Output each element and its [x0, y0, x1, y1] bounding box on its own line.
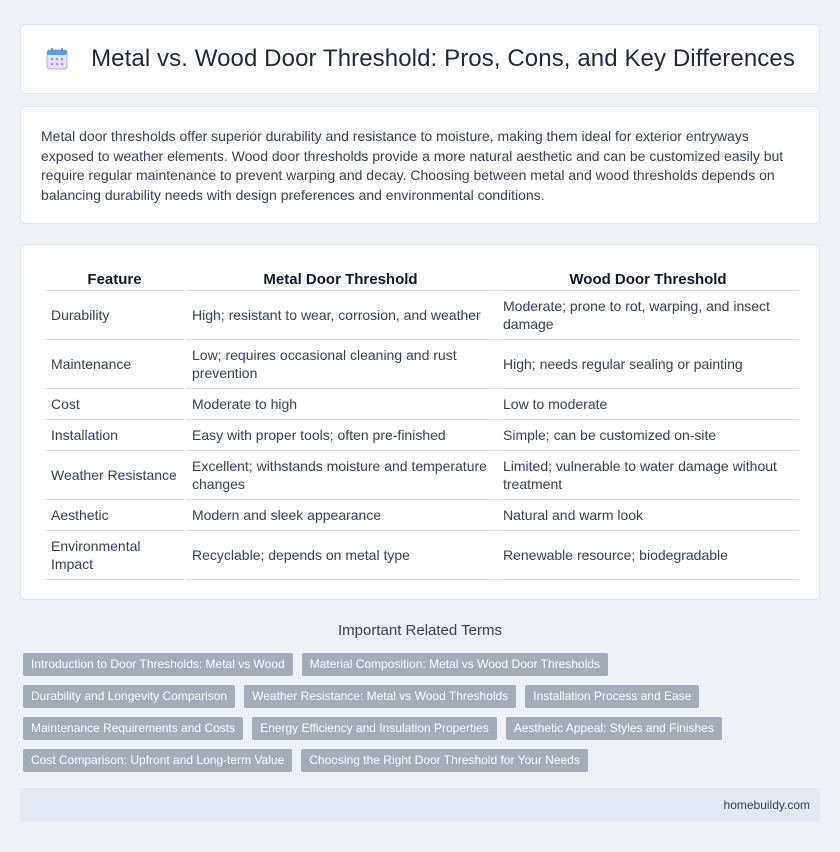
table-row [45, 531, 799, 580]
wood-cell: Moderate; prone to rot, warping, and insect damage [497, 291, 799, 340]
related-term-tag[interactable]: Material Composition: Metal vs Wood Door Thresholds [302, 653, 608, 676]
wood-cell: Low to moderate [497, 389, 799, 420]
related-term-tag[interactable]: Durability and Longevity Comparison [23, 685, 235, 708]
wood-cell: Limited; vulnerable to water damage without treatment [497, 451, 799, 500]
related-terms-heading: Important Related Terms [338, 622, 502, 639]
footer [20, 788, 820, 822]
intro-card [20, 106, 820, 224]
related-term-tag[interactable]: Installation Process and Ease [525, 685, 699, 708]
table-row [45, 420, 799, 451]
comparison-card [20, 244, 820, 600]
header-card [20, 24, 820, 94]
feature-cell: Durability [45, 291, 184, 340]
header-feature: Feature [45, 265, 184, 291]
feature-cell: Environmental Impact [45, 531, 184, 580]
wood-cell: Simple; can be customized on-site [497, 420, 799, 451]
header-metal: Metal Door Threshold [186, 265, 495, 291]
feature-cell: Weather Resistance [45, 451, 184, 500]
feature-cell: Cost [45, 389, 184, 420]
metal-cell: Moderate to high [186, 389, 495, 420]
intro-paragraph: Metal door thresholds offer superior durability and resistance to moisture, making them ideal for exterior entryways exposed to weather elements. Wood door thresholds provide a more natural aesthetic and can be customized easily but require regular maintenance to prevent warping and decay. Choosing between metal and wood thresholds depends on balancing durability needs with design preferences and environmental conditions. [41, 128, 784, 203]
table-row [45, 500, 799, 531]
related-term-tag[interactable]: Weather Resistance: Metal vs Wood Thresholds [244, 685, 516, 708]
comparison-table [43, 265, 801, 580]
footer-site-link[interactable]: homebuildy.com [723, 798, 810, 812]
related-term-tag[interactable]: Energy Efficiency and Insulation Properties [252, 717, 497, 740]
feature-cell: Installation [45, 420, 184, 451]
feature-cell: Aesthetic [45, 500, 184, 531]
metal-cell: Recyclable; depends on metal type [186, 531, 495, 580]
related-terms-list [23, 653, 813, 781]
page-title: Metal vs. Wood Door Threshold: Pros, Cons, and Key Differences [91, 45, 795, 72]
related-term-tag[interactable]: Aesthetic Appeal: Styles and Finishes [506, 717, 722, 740]
header-wood: Wood Door Threshold [497, 265, 799, 291]
table-row [45, 340, 799, 389]
wood-cell: Renewable resource; biodegradable [497, 531, 799, 580]
related-term-tag[interactable]: Choosing the Right Door Threshold for Your Needs [301, 749, 588, 772]
related-term-tag[interactable]: Cost Comparison: Upfront and Long-term Value [23, 749, 292, 772]
related-term-tag[interactable]: Introduction to Door Thresholds: Metal vs Wood [23, 653, 293, 676]
table-row [45, 291, 799, 340]
metal-cell: Modern and sleek appearance [186, 500, 495, 531]
table-row [45, 389, 799, 420]
wood-cell: Natural and warm look [497, 500, 799, 531]
table-row [45, 451, 799, 500]
calendar-icon [45, 47, 69, 71]
table-header-row [45, 265, 799, 291]
metal-cell: High; resistant to wear, corrosion, and weather [186, 291, 495, 340]
related-term-tag[interactable]: Maintenance Requirements and Costs [23, 717, 243, 740]
metal-cell: Easy with proper tools; often pre-finished [186, 420, 495, 451]
metal-cell: Excellent; withstands moisture and temperature changes [186, 451, 495, 500]
wood-cell: High; needs regular sealing or painting [497, 340, 799, 389]
feature-cell: Maintenance [45, 340, 184, 389]
metal-cell: Low; requires occasional cleaning and rust prevention [186, 340, 495, 389]
